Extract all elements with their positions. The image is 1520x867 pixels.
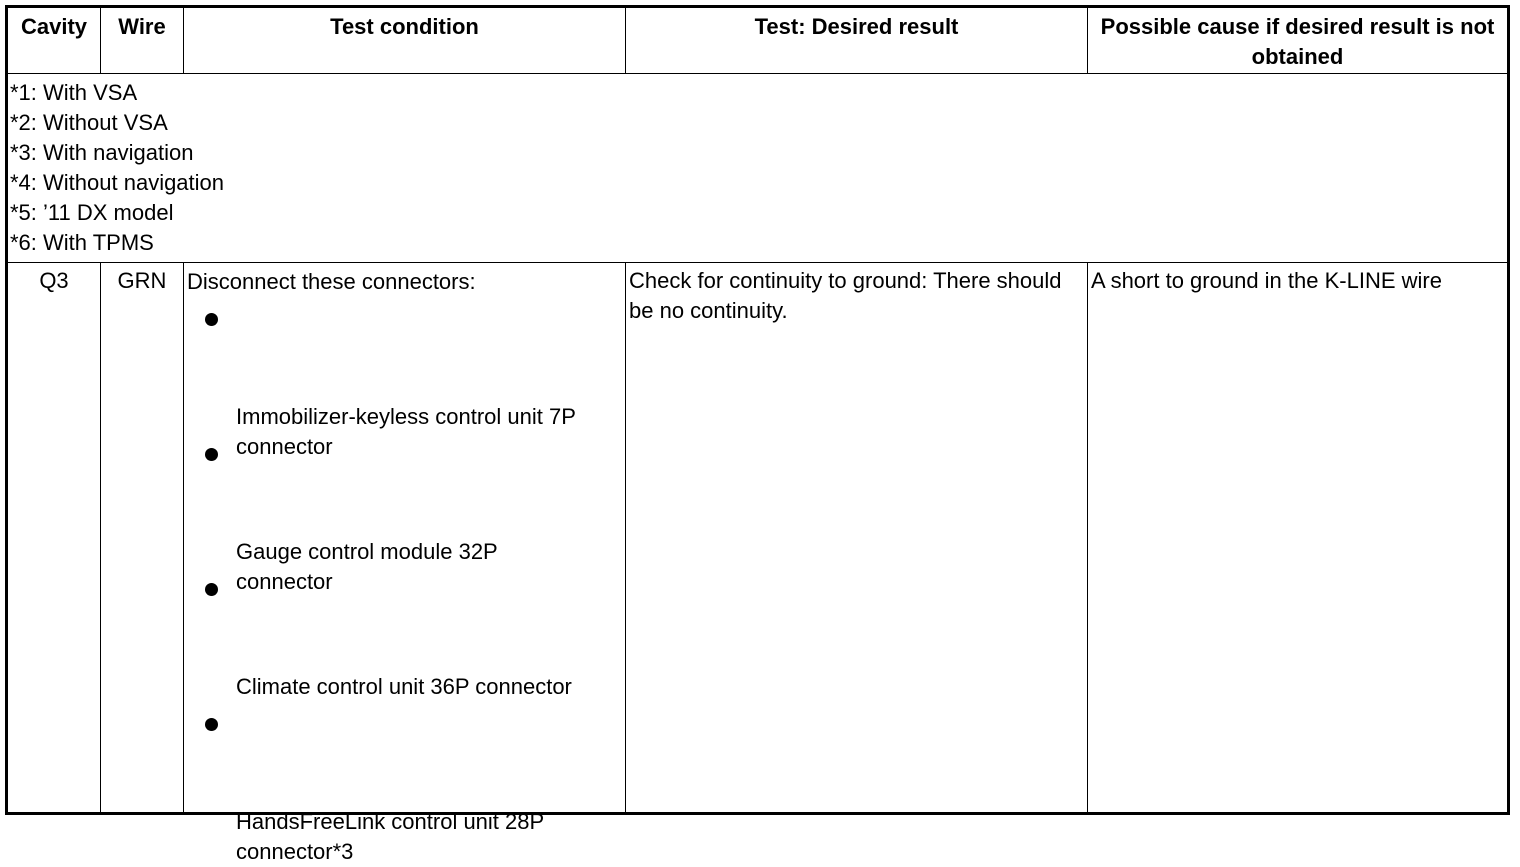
note-3: *3: With navigation [10, 140, 194, 165]
header-cavity: Cavity [7, 7, 101, 74]
bullet-icon [205, 718, 218, 731]
list-item [187, 567, 622, 702]
connector-label: Climate control unit 36P connector [236, 674, 572, 699]
list-item [187, 702, 622, 864]
header-wire: Wire [101, 7, 184, 74]
note-4: *4: Without navigation [10, 170, 225, 195]
wire-cell: GRN [101, 263, 184, 814]
header-desired-result: Test: Desired result [626, 7, 1088, 74]
connector-list [187, 297, 622, 864]
note-1: *1: With VSA [10, 80, 138, 105]
note-2: *2: Without VSA [10, 110, 168, 135]
possible-cause-cell: A short to ground in the K-LINE wire [1088, 263, 1509, 814]
header-possible-cause: Possible cause if desired result is not obtained [1088, 7, 1509, 74]
test-condition-intro: Disconnect these connectors: [187, 269, 476, 294]
bullet-icon [205, 313, 218, 326]
notes-cell [7, 74, 1509, 263]
cavity-cell: Q3 [7, 263, 101, 814]
table-row [7, 263, 1509, 814]
bullet-icon [205, 583, 218, 596]
header-test-condition: Test condition [184, 7, 626, 74]
notes-row [7, 74, 1509, 263]
header-row [7, 7, 1509, 74]
connector-label: Gauge control module 32P connector [236, 539, 498, 594]
connector-label: Immobilizer-keyless control unit 7P connector [236, 404, 576, 459]
test-condition-cell [184, 263, 626, 864]
note-5: *5: ’11 DX model [10, 200, 174, 225]
test-table [5, 5, 1510, 864]
note-6: *6: With TPMS [10, 230, 154, 255]
desired-result-cell: Check for continuity to ground: There should be no continuity. [626, 263, 1088, 814]
connector-label: HandsFreeLink control unit 28P connector*3 [236, 809, 544, 864]
list-item [187, 297, 622, 459]
list-item [187, 432, 622, 594]
bullet-icon [205, 448, 218, 461]
